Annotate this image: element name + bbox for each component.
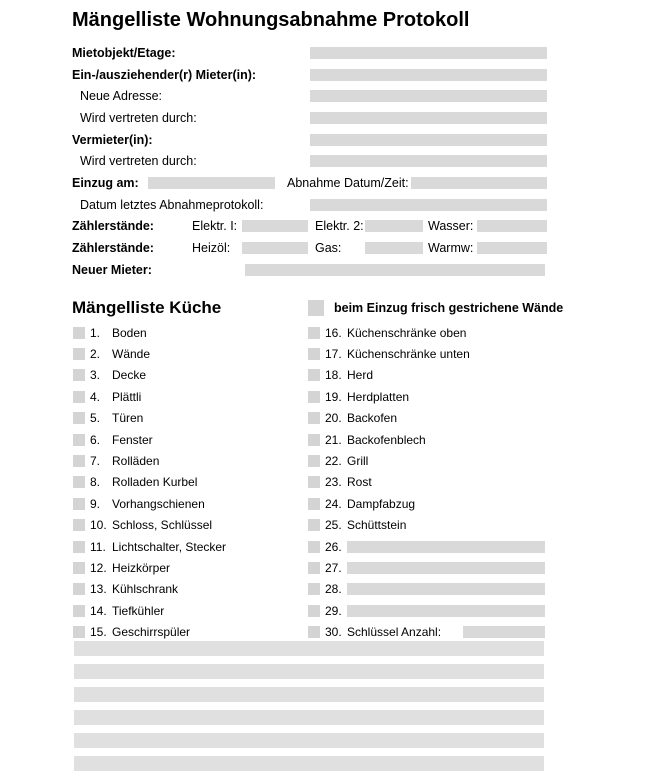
checklist-checkbox[interactable] (308, 626, 320, 638)
checklist-checkbox[interactable] (73, 498, 85, 510)
checklist-checkbox[interactable] (308, 412, 320, 424)
elektr2-label: Elektr. 2: (315, 219, 364, 234)
form-row (0, 172, 647, 194)
zaehler2-label: Zählerstände: (72, 241, 154, 256)
defect-entry-field[interactable] (347, 562, 545, 574)
checklist-checkbox[interactable] (308, 605, 320, 617)
checklist-row (0, 408, 647, 429)
checklist-item-number: 15. (90, 625, 107, 640)
vertreten2-label: Wird vertreten durch: (80, 154, 197, 169)
heizoel-field[interactable] (242, 242, 308, 254)
checklist-row (0, 365, 647, 386)
note-line-field[interactable] (74, 710, 544, 725)
checklist-checkbox[interactable] (308, 519, 320, 531)
header-form (0, 42, 647, 281)
checklist-item-number: 1. (90, 325, 101, 340)
checklist-item-label: Grill (347, 454, 369, 469)
checklist-checkbox[interactable] (73, 562, 85, 574)
checklist-checkbox[interactable] (308, 455, 320, 467)
checklist-checkbox[interactable] (73, 369, 85, 381)
abnahme-datum-label: Abnahme Datum/Zeit: (287, 175, 409, 190)
checklist-checkbox[interactable] (73, 348, 85, 360)
defect-entry-field[interactable] (347, 583, 545, 595)
checklist-item-number: 17. (325, 347, 342, 362)
form-row (0, 237, 647, 259)
vermieter-field[interactable] (310, 134, 547, 146)
checklist-item-number: 29. (325, 603, 342, 618)
checklist-checkbox[interactable] (308, 498, 320, 510)
elektr1-field[interactable] (242, 220, 308, 232)
note-line-field[interactable] (74, 733, 544, 748)
checklist-item-number: 16. (325, 325, 342, 340)
checklist-item-label: Türen (112, 411, 144, 426)
checklist-row (0, 493, 647, 514)
gas-label: Gas: (315, 241, 342, 256)
abnahme-datum-field[interactable] (411, 177, 547, 189)
checklist-item-number: 10. (90, 518, 107, 533)
form-row (0, 194, 647, 216)
checklist-item-label: Heizkörper (112, 560, 171, 575)
checklist-checkbox[interactable] (73, 455, 85, 467)
checklist-item-label: Wände (112, 347, 151, 362)
checklist-checkbox[interactable] (308, 562, 320, 574)
form-row (0, 129, 647, 151)
checklist-item-number: 2. (90, 347, 101, 362)
checklist-row (0, 322, 647, 343)
checklist-row (0, 600, 647, 621)
checklist-item-label: Rolläden (112, 454, 160, 469)
checklist-item-number: 21. (325, 432, 342, 447)
form-row (0, 150, 647, 172)
checklist-item-number: 19. (325, 389, 342, 404)
warmw-field[interactable] (477, 242, 547, 254)
defect-entry-field[interactable] (347, 605, 545, 617)
neue-adresse-field[interactable] (310, 90, 547, 102)
form-row (0, 259, 647, 281)
neuer-mieter-field[interactable] (245, 264, 545, 276)
checklist-checkbox[interactable] (308, 327, 320, 339)
checklist-item-label: Backofenblech (347, 432, 426, 447)
note-line-field[interactable] (74, 664, 544, 679)
neuer-mieter-label: Neuer Mieter: (72, 262, 152, 277)
checklist-row (0, 386, 647, 407)
datum-letztes-label: Datum letztes Abnahmeprotokoll: (80, 197, 264, 212)
checklist-item-number: 30. (325, 625, 342, 640)
checklist-row (0, 557, 647, 578)
checklist-checkbox[interactable] (73, 626, 85, 638)
einzug-am-label: Einzug am: (72, 175, 139, 190)
checklist-checkbox[interactable] (308, 583, 320, 595)
vertreten1-field[interactable] (310, 112, 547, 124)
checklist-item-number: 6. (90, 432, 101, 447)
form-row (0, 107, 647, 129)
vertreten1-label: Wird vertreten durch: (80, 110, 197, 125)
key-count-field[interactable] (463, 626, 545, 638)
zaehler1-label: Zählerstände: (72, 219, 154, 234)
checklist-checkbox[interactable] (73, 519, 85, 531)
checklist-checkbox[interactable] (73, 605, 85, 617)
einzug-am-field[interactable] (148, 177, 275, 189)
checklist-checkbox[interactable] (73, 541, 85, 553)
checklist-row (0, 343, 647, 364)
fresh-paint-checkbox[interactable] (308, 300, 324, 316)
checklist-checkbox[interactable] (73, 583, 85, 595)
datum-letztes-field[interactable] (310, 199, 547, 211)
checklist-item-number: 14. (90, 603, 107, 618)
checklist-item-number: 20. (325, 411, 342, 426)
checklist-item-label: Dampfabzug (347, 496, 416, 511)
heizoel-label: Heizöl: (192, 241, 231, 256)
checklist-checkbox[interactable] (73, 434, 85, 446)
kitchen-section-header (0, 296, 647, 320)
checklist-row (0, 429, 647, 450)
checklist-item-label: Rost (347, 475, 372, 490)
checklist-item-label: Schloss, Schlüssel (112, 518, 213, 533)
checklist-item-label: Fenster (112, 432, 153, 447)
checklist-item-number: 22. (325, 454, 342, 469)
checklist-checkbox[interactable] (73, 412, 85, 424)
elektr2-field[interactable] (365, 220, 423, 232)
page-title: Mängelliste Wohnungsabnahme Protokoll (72, 9, 470, 31)
checklist-row (0, 472, 647, 493)
checklist-checkbox[interactable] (308, 476, 320, 488)
mieter-label: Ein-/ausziehender(r) Mieter(in): (72, 67, 257, 82)
checklist-item-number: 3. (90, 368, 101, 383)
checklist-item-number: 13. (90, 582, 107, 597)
gas-field[interactable] (365, 242, 423, 254)
checklist-item-label: Lichtschalter, Stecker (112, 539, 227, 554)
checklist-item-number: 25. (325, 518, 342, 533)
checklist-item-label: Vorhangschienen (112, 496, 205, 511)
note-line-field[interactable] (74, 687, 544, 702)
form-row (0, 216, 647, 238)
wasser-field[interactable] (477, 220, 547, 232)
checklist-item-number: 11. (90, 539, 106, 554)
notes-area (74, 641, 544, 779)
checklist-item-label: Boden (112, 325, 147, 340)
checklist-row (0, 536, 647, 557)
checklist-item-number: 18. (325, 368, 342, 383)
checklist-checkbox[interactable] (308, 391, 320, 403)
checklist-row (0, 621, 647, 642)
vermieter-label: Vermieter(in): (72, 132, 153, 147)
checklist-item-number: 27. (325, 560, 342, 575)
checklist-checkbox[interactable] (308, 434, 320, 446)
checklist-item-number: 12. (90, 560, 107, 575)
checklist-item-number: 24. (325, 496, 342, 511)
form-row (0, 42, 647, 64)
checklist-item-label: Küchenschränke unten (347, 347, 470, 362)
kitchen-checklist (0, 322, 647, 643)
checklist-item-label: Kühlschrank (112, 582, 179, 597)
checklist-item-label: Herdplatten (347, 389, 410, 404)
fresh-paint-label: beim Einzug frisch gestrichene Wände (334, 301, 564, 315)
checklist-item-number: 5. (90, 411, 101, 426)
checklist-checkbox[interactable] (73, 391, 85, 403)
checklist-item-label: Decke (112, 368, 147, 383)
checklist-item-number: 4. (90, 389, 101, 404)
mietobjekt-label: Mietobjekt/Etage: (72, 45, 176, 60)
checklist-checkbox[interactable] (73, 476, 85, 488)
note-line-field[interactable] (74, 756, 544, 771)
warmw-label: Warmw: (428, 241, 474, 256)
form-row (0, 64, 647, 86)
checklist-row (0, 515, 647, 536)
checklist-item-label: Rolladen Kurbel (112, 475, 198, 490)
vertreten2-field[interactable] (310, 155, 547, 167)
defect-entry-field[interactable] (347, 541, 545, 553)
checklist-item-label: Backofen (347, 411, 398, 426)
elektr1-label: Elektr. I: (192, 219, 238, 234)
form-row (0, 85, 647, 107)
checklist-item-number: 28. (325, 582, 342, 597)
checklist-checkbox[interactable] (308, 348, 320, 360)
checklist-item-number: 8. (90, 475, 101, 490)
checklist-item-label: Plättli (112, 389, 142, 404)
checklist-item-label: Herd (347, 368, 374, 383)
checklist-item-label: Geschirrspüler (112, 625, 191, 640)
checklist-checkbox[interactable] (73, 327, 85, 339)
kitchen-section-title: Mängelliste Küche (72, 298, 222, 317)
checklist-checkbox[interactable] (308, 369, 320, 381)
checklist-item-label: Küchenschränke oben (347, 325, 467, 340)
checklist-row (0, 450, 647, 471)
checklist-item-number: 26. (325, 539, 342, 554)
mieter-field[interactable] (310, 69, 547, 81)
mietobjekt-field[interactable] (310, 47, 547, 59)
wasser-label: Wasser: (428, 219, 474, 234)
checklist-item-number: 9. (90, 496, 101, 511)
checklist-item-label: Schüttstein (347, 518, 407, 533)
checklist-item-label: Tiefkühler (112, 603, 165, 618)
checklist-item-number: 7. (90, 454, 101, 469)
note-line-field[interactable] (74, 641, 544, 656)
neue-adresse-label: Neue Adresse: (80, 89, 162, 104)
checklist-item-label: Schlüssel Anzahl: (347, 625, 442, 640)
checklist-row (0, 579, 647, 600)
checklist-checkbox[interactable] (308, 541, 320, 553)
checklist-item-number: 23. (325, 475, 342, 490)
